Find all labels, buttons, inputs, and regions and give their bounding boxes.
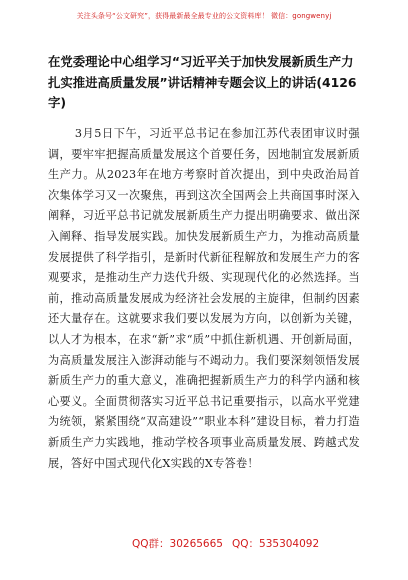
- qq-group-text: QQ群：30265665: [132, 538, 223, 550]
- banner-text: 关注头条号“公文研究”，获得最新最全最专业的公文资料库！ 微信：gongwenyj: [76, 12, 332, 20]
- watermark-banner: [0, 0, 408, 36]
- document-title: 在党委理论中心组学习“习近平关于加快发展新质生产力扎实推进高质量发展”讲话精神专题会议上的讲话(4126字): [48, 54, 357, 110]
- footer-contact: [0, 536, 408, 556]
- document-body: 3月5日下午，习近平总书记在参加江苏代表团审议时强调，要牢牢把握高质量发展这个首要任务，因地制宜发展新质生产力。从2023年在地方考察时首次提出，到中央政治局首次集体学习又一次聚焦，再到这次全国两会上共商国事时深入阐释，习近平总书记就发展新质生产力提出明确要求、做出深入阐释、指导发展实践。加快发展新质生产力，为推动高质量发展提供了科学指引，是新时代新征程解放和发展生产力的客观要求，是推动生产力迭代升级、实现现代化的必然选择。当前，推动高质量发展成为经济社会发展的主旋律，但制约因素还大量存在。这就要求我们要以发展为方向，以创新为关键，以人才为根本，在求“新”求“质”中抓住新机遇、开创新局面，为高质量发展注入澎湃动能与不竭动力。我们要深刻领悟发展新质生产力的重大意义，准确把握新质生产力的科学内涵和核心要义。全面贯彻落实习近平总书记重要指示，以高水平党建为统领，紧紧围绕“双高建设”“职业本科”建设目标，着力打造新质生产力实践地，推动学校各项事业高质量发展、跨越式发展，答好中国式现代化X实践的X专答卷！: [48, 127, 360, 470]
- qq-number-text: QQ：535304092: [232, 538, 320, 550]
